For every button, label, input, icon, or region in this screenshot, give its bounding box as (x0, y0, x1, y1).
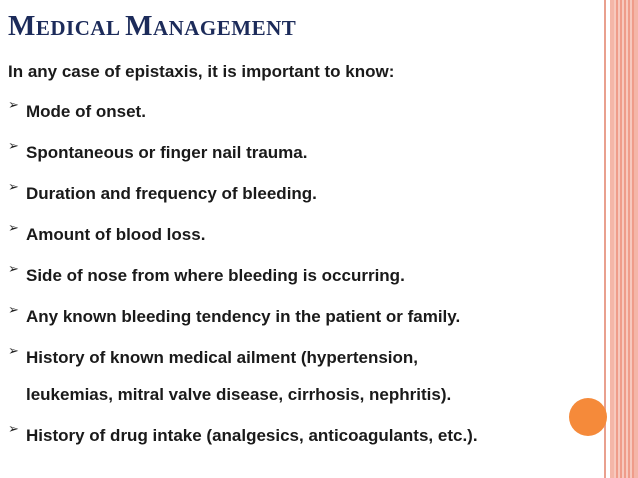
orange-circle-decoration (569, 398, 607, 436)
title-rest-1: EDICAL (35, 16, 121, 40)
bullet-text: Amount of blood loss. (26, 225, 206, 244)
arrow-bullet-icon: ➢ (8, 138, 19, 153)
bullet-text: Mode of onset. (26, 102, 146, 121)
arrow-bullet-icon: ➢ (8, 421, 19, 436)
bullet-text: History of known medical ailment (hypertension, (26, 348, 419, 367)
arrow-bullet-icon: ➢ (8, 343, 19, 358)
bullet-item (8, 421, 608, 462)
bullet-item (8, 179, 608, 220)
bullet-text: Duration and frequency of bleeding. (26, 184, 317, 203)
bullet-item (8, 97, 608, 138)
intro-text: In any case of epistaxis, it is important to know: (8, 62, 395, 81)
bullet-text: Spontaneous or finger nail trauma. (26, 143, 308, 162)
arrow-bullet-icon: ➢ (8, 220, 19, 235)
decorative-side-band (610, 0, 638, 478)
bullet-item (8, 138, 608, 179)
title-rest-2: ANAGEMENT (152, 16, 297, 40)
bullet-text: History of drug intake (analgesics, anticoagulants, etc.). (26, 426, 478, 445)
bullet-list (8, 97, 608, 462)
arrow-bullet-icon: ➢ (8, 179, 19, 194)
title-initial-1: M (8, 10, 36, 42)
arrow-bullet-icon: ➢ (8, 261, 19, 276)
slide-title (8, 10, 296, 43)
bullet-item (8, 220, 608, 261)
bullet-text: Side of nose from where bleeding is occurring. (26, 266, 405, 285)
bullet-text-continued: leukemias, mitral valve disease, cirrhosis, nephritis). (26, 385, 452, 404)
band-stripes (614, 0, 634, 478)
arrow-bullet-icon: ➢ (8, 97, 19, 112)
arrow-bullet-icon: ➢ (8, 302, 19, 317)
bullet-item (8, 302, 608, 343)
bullet-item (8, 261, 608, 302)
bullet-item (8, 343, 608, 421)
title-initial-2: M (125, 10, 153, 42)
bullet-text: Any known bleeding tendency in the patient or family. (26, 307, 461, 326)
